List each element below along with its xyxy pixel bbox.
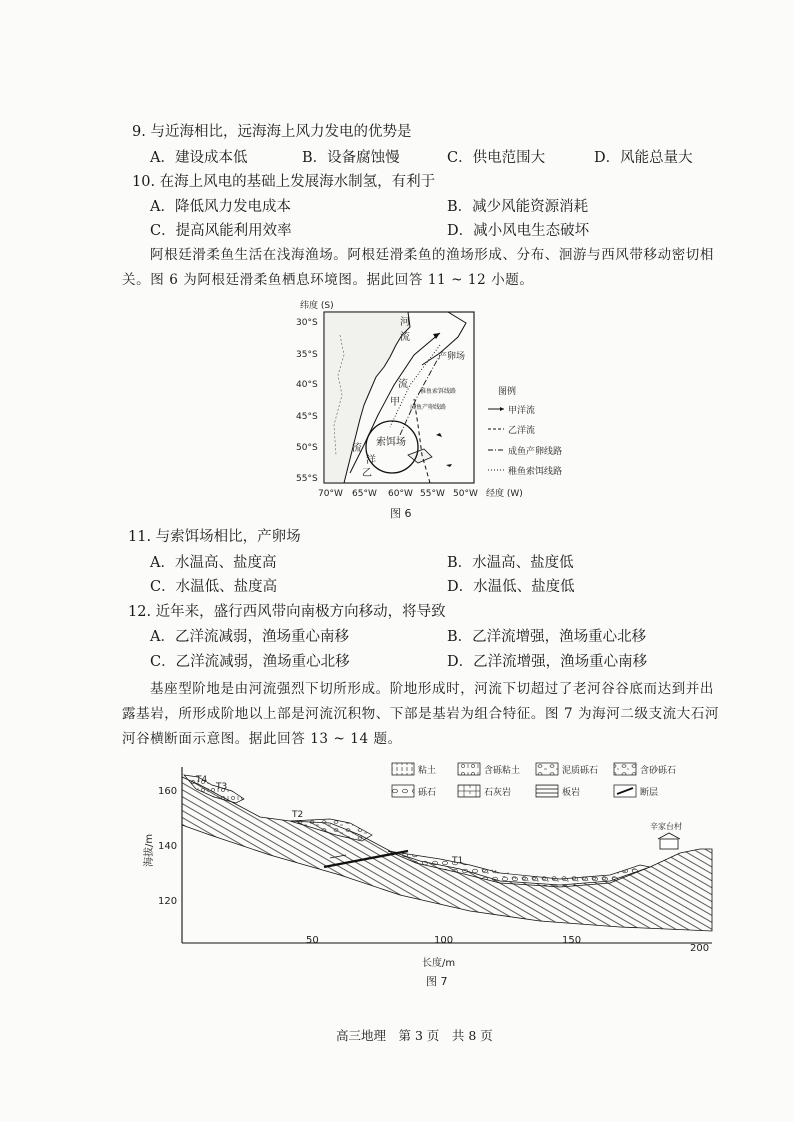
label-current-b-3: 乙 [362, 468, 372, 479]
passage2-line3: 河谷横断面示意图。据此回答 13 ~ 14 题。 [122, 731, 402, 747]
fig7-xlabel: 长度/m [422, 958, 456, 969]
label-current-a-1: 流 [398, 379, 408, 390]
lat-tick-55: 55°S [296, 474, 318, 484]
fig7-caption: 图 7 [426, 975, 448, 988]
passage1-line1: 阿根廷滑柔鱼生活在浅海渔场。阿根廷滑柔鱼的渔场形成、分布、洄游与西风带移动密切相 [150, 247, 714, 263]
legend-gravel-icon [392, 785, 414, 797]
legend-title: 图例 [498, 387, 517, 397]
legend-fault: 断层 [640, 788, 659, 798]
q9-option-b: B．设备腐蚀慢 [302, 150, 400, 166]
island-small [436, 433, 442, 437]
fig7-ylabel: 海拔/m [144, 833, 155, 867]
village-label: 辛家台村 [650, 822, 682, 831]
q10-option-a: A．降低风力发电成本 [150, 199, 291, 215]
legend-gravelly-clay: 含砾粘土 [484, 766, 521, 776]
legend-adult-route: 成鱼产卵线路 [508, 447, 563, 457]
label-juvenile-route: 稚鱼索饵线路 [420, 388, 457, 395]
q11-stem: 11. 与索饵场相比，产卵场 [128, 529, 301, 545]
bedrock-layer [182, 777, 712, 931]
lon-tick-55: 55°W [420, 489, 445, 499]
label-current-a-2: 甲 [390, 397, 400, 408]
fig6-caption: 图 6 [390, 507, 412, 520]
label-river-1: 河 [400, 317, 410, 328]
q9-option-c: C．供电范围大 [447, 150, 546, 166]
legend-slate: 板岩 [562, 788, 581, 798]
terrace-t1-label: T1 [452, 856, 464, 866]
island-small-2 [446, 464, 452, 467]
label-current-b-1: 流 [352, 443, 362, 454]
label-spawning-ground: 产卵场 [438, 352, 466, 362]
y-tick-140: 140 [158, 841, 178, 852]
island [408, 449, 432, 463]
lat-tick-45: 45°S [296, 412, 318, 422]
village-roof-icon [658, 833, 680, 839]
x-tick-150: 150 [562, 935, 582, 946]
lon-tick-70: 70°W [318, 489, 343, 499]
legend-clay-icon [392, 763, 414, 775]
q10-option-c: C．提高风能利用效率 [150, 223, 292, 239]
q12-stem: 12. 近年来，盛行西风带向南极方向移动，将导致 [128, 604, 446, 620]
y-tick-120: 120 [158, 896, 178, 907]
legend-limestone: 石灰岩 [484, 788, 512, 798]
q12-option-d: D．乙洋流增强，渔场重心南移 [447, 654, 648, 670]
q11-option-a: A．水温高、盐度高 [150, 555, 277, 571]
q9-option-d: D．风能总量大 [594, 150, 693, 166]
q11-option-d: D．水温低、盐度低 [447, 579, 575, 595]
lon-tick-60: 60°W [388, 489, 413, 499]
q10-option-d: D．减小风电生态破坏 [447, 223, 590, 239]
fig6-ylabel: 纬度 (S) [300, 301, 334, 311]
label-current-b-2: 洋 [366, 455, 376, 466]
passage2-line2: 露基岩，所形成阶地以上部是河流沉积物、下部是基岩为组合特征。图 7 为海河二级支流大石河 [122, 706, 720, 722]
legend-juvenile-route: 稚鱼索饵线路 [508, 467, 563, 477]
village-house-icon [660, 839, 678, 849]
figure-6-map [290, 295, 580, 525]
lon-tick-65: 65°W [352, 489, 377, 499]
legend-clay: 粘土 [418, 766, 437, 776]
terrace-t4-label: T4 [196, 775, 208, 785]
q11-option-c: C．水温低、盐度高 [150, 579, 278, 595]
x-tick-50: 50 [306, 935, 319, 946]
page-footer: 高三地理 第 3 页 共 8 页 [336, 1028, 493, 1043]
label-river-2: 流 [400, 332, 410, 343]
passage1-line2: 关。图 6 为阿根廷滑柔鱼栖息环境图。据此回答 11 ~ 12 小题。 [122, 272, 534, 288]
legend-limestone-icon [458, 785, 480, 797]
label-feeding-ground: 索饵场 [376, 437, 406, 448]
legend-arrow-icon [500, 407, 504, 411]
q11-option-b: B．水温高、盐度低 [447, 555, 574, 571]
q9-stem: 9. 与近海相比，远海海上风力发电的优势是 [132, 124, 412, 140]
x-tick-200: 200 [690, 943, 710, 954]
terrace-t3-label: T3 [216, 782, 228, 792]
legend-sandy-gravel-icon [614, 763, 636, 775]
legend-muddy-gravel-icon [536, 763, 558, 775]
legend-sandy-gravel: 含砂砾石 [640, 766, 677, 776]
current-yi-line [414, 399, 430, 483]
q10-stem: 10. 在海上风电的基础上发展海水制氢，有利于 [132, 174, 436, 190]
legend-slate-icon [536, 785, 558, 797]
x-tick-100: 100 [434, 935, 454, 946]
figure-7-cross-section [140, 755, 730, 1020]
lat-tick-50: 50°S [296, 443, 318, 453]
legend-gravelly-clay-icon [458, 763, 480, 775]
passage2-line1: 基座型阶地是由河流强烈下切所形成。阶地形成时，河流下切超过了老河谷谷底而达到并出 [150, 681, 714, 697]
q12-option-a: A．乙洋流减弱，渔场重心南移 [150, 629, 349, 645]
lat-tick-30: 30°S [296, 318, 318, 328]
terrace-t2-label: T2 [292, 810, 304, 820]
label-adult-route: 成鱼产卵线路 [410, 404, 447, 411]
q12-option-b: B．乙洋流增强，渔场重心北移 [447, 629, 647, 645]
y-tick-160: 160 [158, 786, 178, 797]
q10-option-b: B．减少风能资源消耗 [447, 199, 589, 215]
q12-option-c: C．乙洋流减弱，渔场重心北移 [150, 654, 350, 670]
fig6-xlabel: 经度 (W) [486, 489, 523, 499]
legend-current-a: 甲洋流 [508, 406, 536, 416]
lat-tick-35: 35°S [296, 350, 318, 360]
lat-tick-40: 40°S [296, 380, 318, 390]
q9-option-a: A．建设成本低 [150, 150, 248, 166]
legend-current-b: 乙洋流 [508, 426, 536, 436]
legend-muddy-gravel: 泥质砾石 [562, 766, 599, 776]
lon-tick-50: 50°W [453, 489, 478, 499]
legend-gravel: 砾石 [418, 788, 437, 798]
